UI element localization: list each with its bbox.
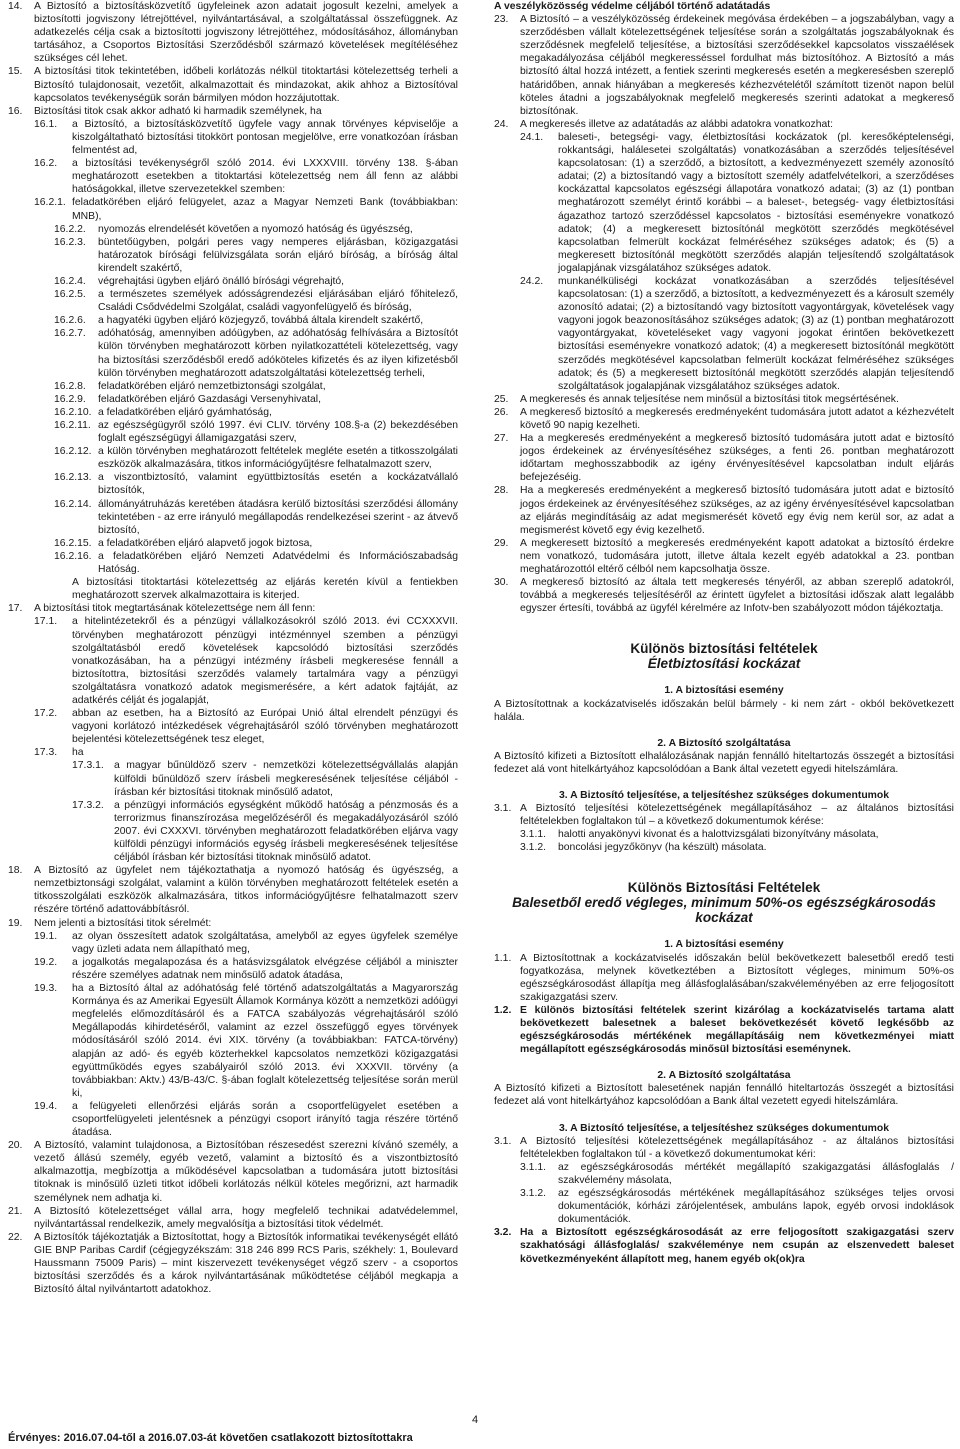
clause-text: A Biztosító az ügyfelet nem tájékoztathatja a nyomozó hatóság és ügyészség, a nemzetbiztonsági szolgálat, valamint a külön törvényben meghatározott feltételek esetén a titkosszolgálati eszközök alkalmazására, titkos információgyűjtésre felhatalmazott szerv részére történő adattovábbításról. xyxy=(34,865,458,916)
clause-text: A megkereső biztosító az általa tett megkeresés tényéről, az abban szereplő adatokról, továbbá a megkeresés teljesítéséről az érintett ügyfelet a biztosítási időszak alatt legalább egyszer értesíti, továbbá az ügyfél kérelmére az Infotv-ben szabályozott módon tájékoztatja. xyxy=(520,577,954,615)
clause-text: az olyan összesített adatok szolgáltatása, amelyből az egyes ügyfelek személye vagy üzleti adata nem állapítható meg, xyxy=(72,930,458,955)
clause-number: 29. xyxy=(494,537,509,549)
clause-16-2-item xyxy=(8,275,458,288)
clause-number: 3.1.2. xyxy=(520,1188,546,1200)
clause-16 xyxy=(8,105,458,118)
clause-text: A biztosítási titok megtartásának kötelezettsége nem áll fenn: xyxy=(34,603,316,615)
clause-number: 24.1. xyxy=(520,131,544,143)
paragraph: A Biztosító kifizeti a Biztosított balesetének napján fennálló hiteltartozás összegét a biztosítási fedezet alá vont hitelkártyához kapcsolódóan a Bank által vezetett egyedi hitelszámlára. xyxy=(494,1083,954,1108)
clause-17-1 xyxy=(8,615,458,707)
clause-number: 30. xyxy=(494,577,509,589)
clause-19-2 xyxy=(8,956,458,982)
clause-text: feladatkörében eljáró Gazdasági Versenyhivatal, xyxy=(98,393,321,405)
clause-text: A Biztosító teljesítési kötelezettségének megállapításához - az általános biztosítási feltételekben foglaltakon túl - a következő dokumentumokat kéri: xyxy=(520,1135,954,1160)
clause-16-1 xyxy=(8,118,458,157)
clause-number: 16.2.7. xyxy=(54,328,86,340)
clause-text: Nem jelenti a biztosítási titok sérelmét: xyxy=(34,917,212,929)
clause-number: 19. xyxy=(8,917,23,929)
clause-text: a felügyeleti ellenőrzési eljárás során a csoportfelügyelet esetében a csoportfelügyeleti jelentésnek a pénzügyi csoport irányító tagja részére történő átadása. xyxy=(72,1100,458,1139)
subsection-heading: 3. A Biztosító teljesítése, a teljesítéshez szükséges dokumentumok xyxy=(558,1122,890,1134)
clause-number: 16.2.1. xyxy=(34,197,66,209)
clause-text: Biztosítási titok csak akkor adható ki harmadik személynek, ha xyxy=(34,105,322,117)
clause-text: A biztosítási titok tekintetében, időbeli korlátozás nélkül titoktartási kötelezettség terheli a Biztosító tulajdonosait, vezetőit, alkalmazottait és mindazokat, akik ahhoz a Biztosítóval kapcsolatos tevékenységük során bármilyen módon hozzájutottak. xyxy=(34,66,458,104)
clause-text: Ha a Biztosított egészségkárosodását az erre feljogosított szakigazgatási szerv szakhatósági állásfoglalás/ szakvéleménye nem csupán az elszenvedett baleset következményeként állapított meg, hanem egyéb ok(ok)ra xyxy=(520,1227,954,1265)
clause-text: a feladatkörében eljáró Nemzeti Adatvédelmi és Információszabadság Hatóság. xyxy=(98,550,458,576)
clause-text: a viszontbiztosító, valamint együttbiztosítás esetén a kockázatvállaló biztosítók, xyxy=(98,472,458,497)
clause-text: a biztosítási tevékenységről szóló 2014. évi LXXXVIII. törvény 138. §-ában meghatározott esetekben a titoktartási kötelezettség nem áll fenn az alábbi hatóságokkal, illetve szervezetekkel szemben: xyxy=(72,158,458,196)
clause-16-closing: A biztosítási titoktartási kötelezettség az eljárás keretén kívül a fentiekben meghatározott szervek alkalmazottaira is kiterjed. xyxy=(72,577,458,602)
accident-risk-title xyxy=(494,880,954,925)
life-risk-title xyxy=(494,641,954,671)
clause-text: nyomozás elrendelését követően a nyomozó hatóság és ügyészség, xyxy=(98,223,413,235)
clause-text: a hitelintézetekről és a pénzügyi vállalkozásokról szóló 2013. évi CCXXXVII. törvényben meghatározott pénzügyi intézménnyel szemben a pénzügyi szolgáltatásból eredő követelések kapcsolódó biztosítási szerződés vonatkozásában, ha a pénzügyi intézmény írásbeli megkeresése fennáll a biztosítottra, biztosítási szerződés valamely tartalmára vagy a pénzügyi szolgáltatásra vonatkozó adatok megismerésére, a kért adatok fajtáját, az adatkérés célját és jogalapját, xyxy=(72,616,458,706)
clause-number: 1.1. xyxy=(494,952,512,964)
clause-text: a magyar bűnüldöző szerv - nemzetközi kötelezettségvállalás alapján külföldi bűnüldöző szerv írásbeli megkeresésének teljesítése céljából - írásban kér biztosítási titoknak minősülő adatot, xyxy=(114,760,458,798)
clause-text: A megkeresett biztosító a megkeresés eredményeként kapott adatokat a biztosító érdekre nem vonatkozó, tudomására jutott, illetve általa kezelt egyéb adatokkal a 23. pontban meghatározottól eltérő célból nem kapcsolhatja össze. xyxy=(520,537,954,576)
clause-text: az egészségkárosodás mértékét megállapító szakigazgatási állásfoglalás / szakvélemény másolata, xyxy=(558,1161,954,1186)
life-3-1-1 xyxy=(494,828,954,841)
clause-number: 19.2. xyxy=(34,956,58,968)
clause-text: büntetőügyben, polgári peres vagy nemperes eljárásban, közigazgatási határozatok bírósági felülvizsgálata során eljáró bíróság, a bíróság által kirendelt szakértő, xyxy=(98,236,458,274)
clause-16-2-item xyxy=(8,419,458,445)
clause-number: 16.2.3. xyxy=(54,236,86,248)
clause-17-3-1 xyxy=(8,759,458,798)
clause-text: baleseti-, betegségi- vagy, életbiztosítási kockázatok (pl. keresőképtelenségi, rokkantsági, halálesetei szolgáltatás) vonatkozásában a szerződés teljesítésével kapcsolatosan: (1) a szerződő, a biztosított, a kedvezményezett személy azonosító adatai; (2) a biztosítandó vagy a biztosított személy adatfelvételkori, a szerződéses kockázattal kapcsolatos egészségi állapotára vonatkozó adatai; (3) az (1) pontban meghatározott személyt érintő korábbi – a baleset-, betegség- vagy életbiztosítási ágazathoz tartozó szerződéssel kapcsolatos - biztosítási eseményekre vonatkozó adatok; (4) a megkeresett biztosítónál megkötött szerződés megkötésével kapcsolatban felmerült kockázat felméréséhez szükséges adatok; és (5) a megkeresett biztosítónál megkötött szerződés alapján teljesítendő szolgáltatások jogalapjának vizsgálatához szükséges adatok. xyxy=(558,131,954,274)
clause-text: a jogalkotás megalapozása és a hatásvizsgálatok elvégzése céljából a miniszter részére személyes adatnak nem minősülő adatok átadása, xyxy=(72,956,458,981)
clause-text: A Biztosítottnak a kockázatviselés időszakán belül bekövetkezett balesetből eredő testi fogyatkozása, melynek következtében a Biztosított végleges, minimum 50%-os egészségkárosodást állapítja meg állásfoglalásában/szakvéleményében az erre feljogosított szakigazgatási szerv. xyxy=(520,952,954,1003)
clause-16-2 xyxy=(8,157,458,196)
paragraph: A Biztosító kifizeti a Biztosított elhalálozásának napján fennálló hiteltartozás összegét a biztosítási fedezet alá vont hitelkártyához kapcsolódóan a Bank által vezetett egyedi hitelszámlára. xyxy=(494,750,954,775)
clause-number: 17.1. xyxy=(34,616,58,628)
clause-number: 18. xyxy=(8,865,23,877)
clause-number: 22. xyxy=(8,1231,23,1243)
clause-text: A Biztosítók tájékoztatják a Biztosítottat, hogy a Biztosítók informatikai tevékenységét ellátó GIE BNP Paribas Cardif (cégjegyzékszám: 318 246 899 RCS Paris, székhely: 1, Boulevard Haussmann 75009 Paris) – mint kiszervezett tevékenységet végző szerv - a csoportos biztosítási szerződés és a károk nyilvántartásának működtetése céljából megkapja a Biztosító által nyilvántartott adatokhoz. xyxy=(34,1231,458,1296)
clause-number: 16.2.2. xyxy=(54,223,86,235)
clause-number: 24. xyxy=(494,118,509,130)
clause-text: munkanélküliségi kockázat vonatkozásában a szerződés teljesítésével kapcsolatosan: (1) a szerződő, a biztosított, a kedvezményezett és a károsult személy azonosító adatai; (2) a biztosítandó vagy biztosított vagyontárgyak, követelések vagy vagyoni jogok beazonosításához szükséges adatok; (3) az (1) pontban meghatározott vagyontárgyakat, követeléseket vagy vagyoni jogokat érintően bekövetkezett biztosítási eseményekre vonatkozó adatok; (4) a megkeresett biztosítónál megkötött szerződés megkötésével kapcsolatban felmerült kockázat felméréséhez szükséges adatok; és (5) a megkeresett biztosítónál megkötött szerződés alapján teljesítendő szolgáltatások jogalapjának vizsgálatához szükséges adatok. xyxy=(558,275,954,392)
clause-16-2-item xyxy=(8,445,458,471)
clause-16-2-item xyxy=(8,380,458,393)
clause-number: 25. xyxy=(494,393,509,405)
clause-19-3 xyxy=(8,982,458,1100)
clause-text: A megkereső biztosító a megkeresés eredményeként tudomására jutott adatot a kézhezvételt követő 90 napig kezelheti. xyxy=(520,406,954,431)
subsection-heading: 1. A biztosítási esemény xyxy=(664,939,784,951)
clause-text: A megkeresés és annak teljesítése nem minősül a biztosítási titok megsértésének. xyxy=(520,393,899,405)
clause-number: 27. xyxy=(494,433,509,445)
clause-text: feladatkörében eljáró felügyelet, azaz a Magyar Nemzeti Bank (továbbiakban: MNB), xyxy=(72,197,458,222)
clause-15 xyxy=(8,65,458,104)
clause-text: halotti anyakönyvi kivonat és a halottvizsgálati bizonyítvány másolata, xyxy=(558,829,879,841)
clause-number: 16.2.14. xyxy=(54,498,92,510)
clause-text: ha a Biztosító által az adóhatóság felé történő adatszolgáltatás a Magyarország Kormánya és az Amerikai Egyesült Államok Kormánya között a nemzetközi adóügyi megfelelés előmozdításáról és a FATCA szabályozás végrehajtásáról szóló Megállapodás kihirdetéséről, valamint az ezzel összefüggő egyes törvények módosításáról szóló 2014. évi XIX. törvény (a továbbiakban: FATCA-törvény) alapján az adó- és egyéb közterhekkel kapcsolatos nemzetközi közigazgatási együttműködés egyes szabályairól szóló 2013. évi XXXVII. törvény (a továbbiakban: Aktv.) 43/B-43/C. §-ában foglalt kötelezettség teljesítése során merül ki, xyxy=(72,983,458,1099)
clause-number: 16.2.8. xyxy=(54,380,86,392)
title-line: Különös biztosítási feltételek xyxy=(630,641,818,657)
clause-14 xyxy=(8,0,458,65)
paragraph: A Biztosítottnak a kockázatviselés időszakán belül bármely - ki nem zárt - okból bekövetkezett halála. xyxy=(494,698,954,723)
life-3-1-2 xyxy=(494,841,954,854)
clause-text: ha xyxy=(72,747,84,759)
clause-number: 16.2.12. xyxy=(54,446,92,458)
clause-text: végrehajtási ügyben eljáró önálló bírósági végrehajtó, xyxy=(98,275,345,287)
clause-25 xyxy=(494,393,954,406)
life-3-1 xyxy=(494,802,954,828)
clause-text: Ha a megkeresés eredményeként a megkereső biztosító tudomására jutott adat e biztosító jogos érdekeinek az érvényesítéséhez szükséges, az az igény érvényesítésével kapcsolatban az eljárás megindításáig az adat megismerését követő egy évig nem kerül sor, az adat a megismerést követő egy évig kezelhető. xyxy=(520,485,954,536)
clause-16-2-item xyxy=(8,223,458,236)
clause-text: abban az esetben, ha a Biztosító az Európai Unió által elrendelt pénzügyi és vagyoni korlátozó intézkedések végrehajtásáról szóló törvényben meghatározott bejelentési kötelezettségének tesz eleget, xyxy=(72,708,458,746)
clause-text: E különös biztosítási feltételek szerint kizárólag a kockázatviselés tartama alatt bekövetkezett balesetnek a baleset bekövetkezését követő legkésőbb az egészségkárosodás mértékének megállapításáig nem következményei miatt megállapított egészségkárosodás minősül biztosítási eseménynek. xyxy=(520,1004,954,1056)
clause-24-2 xyxy=(494,275,954,393)
clause-number: 16.2.13. xyxy=(54,472,92,484)
clause-number: 16.2.16. xyxy=(54,550,92,562)
clause-16-2-item xyxy=(8,314,458,327)
clause-number: 3.1. xyxy=(494,803,512,815)
clause-number: 26. xyxy=(494,406,509,418)
subsection-heading: 2. A Biztosító szolgáltatása xyxy=(657,1070,791,1082)
clause-19-1 xyxy=(8,930,458,956)
clause-text: a pénzügyi információs egységként működő hatóság a pénzmosás és a terrorizmus finanszírozása megelőzéséről és megakadályozásáról szóló 2007. évi CXXXVI. törvényben meghatározott feladatkörében eljárva vagy külföldi pénzügyi információs egység írásbeli megkeresésének teljesítése céljából írásban kér biztosítási titoknak minősülő adatot. xyxy=(114,799,458,864)
page-number: 4 xyxy=(472,1414,479,1426)
clause-18 xyxy=(8,864,458,916)
clause-text: az egészségügyről szóló 1997. évi CLIV. törvény 108.§-a (2) bekezdésében foglalt egészségügyi államigazgatási szerv, xyxy=(98,420,458,445)
clause-17 xyxy=(8,602,458,615)
clause-number: 16.2.11. xyxy=(54,420,91,431)
clause-number: 3.1.1. xyxy=(520,829,546,841)
clause-28 xyxy=(494,484,954,536)
clause-21 xyxy=(8,1205,458,1231)
clause-20 xyxy=(8,1139,458,1204)
clause-number: 17.2. xyxy=(34,708,58,720)
subsection-heading: 1. A biztosítási esemény xyxy=(664,685,784,697)
clause-number: 19.1. xyxy=(34,930,58,942)
clause-16-2-1 xyxy=(8,196,458,222)
clause-number: 3.1.1. xyxy=(520,1161,546,1173)
clause-16-2-item xyxy=(8,288,458,314)
clause-text: Ha a megkeresés eredményeként a megkereső biztosító tudomására jutott adat e biztosító jogos érdekeinek az érvényesítéséhez szükséges, a fenti 26. pontban meghatározott időtartam meghosszabbodik az igény érvényesítésével kapcsolatban indult eljárás befejezéséig. xyxy=(520,433,954,484)
clause-17-3-2 xyxy=(8,799,458,864)
title-line: Különös Biztosítási Feltételek xyxy=(627,880,821,896)
clause-number: 17. xyxy=(8,603,23,615)
clause-19-4 xyxy=(8,1100,458,1139)
clause-number: 19.4. xyxy=(34,1100,58,1112)
clause-16-2-item xyxy=(8,236,458,275)
clause-number: 19.3. xyxy=(34,983,58,995)
clause-number: 15. xyxy=(8,66,23,78)
clause-text: az egészségkárosodás mértékének megállapításához szükséges teljes orvosi dokumentációk, kórházi zárójelentések, ambuláns lapok, egyéb orvosi indoklások dokumentációk. xyxy=(558,1188,954,1226)
clause-number: 16.1. xyxy=(34,118,58,130)
clause-30 xyxy=(494,576,954,615)
acc-1-1 xyxy=(494,952,954,1004)
clause-text: A Biztosító teljesítési kötelezettségének megállapításához – az általános biztosítási feltételekben foglaltakon túl – a következő dokumentumok kérése: xyxy=(520,803,954,828)
clause-16-2-item xyxy=(8,471,458,497)
subsection-heading: 2. A Biztosító szolgáltatása xyxy=(657,737,791,749)
acc-1-2 xyxy=(494,1004,954,1056)
clause-text: A Biztosító a biztosításközvetítő ügyfeleinek azon adatait jogosult kezelni, amelyek a biztosítotti jogviszony létrejöttével, nyilvántartásával, a szolgáltatással összefüggnek. Az adatkezelés célja csak a biztosítotti jogviszony létrejöttéhez, módosításához, állományban tartásához, a Csoportos Biztosítási Szerződésből származó követelések megítéléséhez szükséges cél lehet. xyxy=(34,1,458,65)
title-line-italic: Balesetből eredő végleges, minimum 50%-os egészségkárosodás kockázat xyxy=(512,895,936,926)
clause-text: feladatkörében eljáró nemzetbiztonsági szolgálat, xyxy=(98,380,326,392)
clause-text: boncolási jegyzőkönyv (ha készült) másolata. xyxy=(558,842,767,854)
clause-number: 16.2.15. xyxy=(54,537,92,549)
right-column xyxy=(494,0,954,1266)
clause-number: 21. xyxy=(8,1205,23,1217)
subsection-heading: 3. A Biztosító teljesítése, a teljesítéshez szükséges dokumentumok xyxy=(558,789,890,801)
clause-17-2 xyxy=(8,707,458,746)
clause-text: A Biztosító, valamint tulajdonosa, a Biztosítóban részesedést szerezni kívánó személy, a vezető állású személy, egyéb vezető, valamint a biztosító és a viszontbiztosító alkalmazottja, megbízottja a működésével kapcsolatban a tudomására jutott biztosítási titoknak is minősülő üzleti titkot időbeli korlátozás nélkül köteles megőrizni, azt harmadik személynek nem adhatja ki. xyxy=(34,1140,458,1204)
clause-number: 3.1.2. xyxy=(520,842,546,854)
clause-16-2-item xyxy=(8,537,458,550)
acc-3-2 xyxy=(494,1226,954,1265)
section-heading: A veszélyközösség védelme céljából történő adatátadás xyxy=(494,1,771,12)
acc-3-1-1 xyxy=(494,1161,954,1187)
clause-number: 3.2. xyxy=(494,1227,512,1239)
clause-number: 3.1. xyxy=(494,1135,512,1147)
clause-text: a hagyatéki ügyben eljáró közjegyző, továbbá általa kirendelt szakértő, xyxy=(98,315,424,327)
clause-text: a Biztosító, a biztosításközvetítő ügyfele vagy annak törvényes képviselője a kiszolgáltatható biztosítási titokkört pontosan megjelölve, erre vonatkozóan írásban felmentést ad, xyxy=(72,118,458,157)
clause-text: A Biztosító – a veszélyközösség érdekeinek megóvása érdekében – a jogszabályban, vagy a szerződésben vállalt kötelezettségének teljesítése során a szolgáltatás jogszabályoknak és szerződésnek megfelelő teljesítése, a biztosítási szerződésekkel kapcsolatos visszaélések megakadályozása céljából megkeresséssel fordulhat más biztosítóhoz. A Biztosító a más biztosító által hozzá intézett, a fentiek szerinti megkeresés esetén a megkeresésben szereplő határidőben, annak hiányában a megkeresés kézhezvételétől számított tizenöt napon belül köteles átadni a jogszabályoknak megfelelő megkeresés szerinti adatokat a megkereső biztosítónak. xyxy=(520,14,954,117)
clause-text: A Biztosító kötelezettséget vállal arra, hogy megfelelő technikai adatvédelemmel, nyilvántartással rendelkezik, amely megvalósítja a biztosítási titok védelmét. xyxy=(34,1205,458,1230)
clause-text: a természetes személyek adósságrendezési eljárásában eljáró főhitelező, Családi Csődvédelmi Szolgálat, családi vagyonfelügyelő és bíróság, xyxy=(98,289,458,314)
clause-text: adóhatóság, amennyiben adóügyben, az adóhatóság felhívására a Biztosítót külön törvényben meghatározott körben nyilatkozattételi kötelezettség, vagy ha biztosítási szerződésből eredő adóköteles kifizetés és az ilyen kifizetésből külön törvényben meghatározott adatszolgáltatási kötelezettség terheli, xyxy=(98,328,458,379)
left-column xyxy=(8,0,458,1296)
clause-16-2-list xyxy=(8,223,458,577)
clause-text: a feladatkörében eljáró alapvető jogok biztosa, xyxy=(98,537,313,549)
clause-number: 16.2.4. xyxy=(54,275,86,287)
clause-16-2-item xyxy=(8,327,458,379)
clause-24-1 xyxy=(494,131,954,275)
clause-text: a külön törvényben meghatározott feltételek megléte esetén a titkosszolgálati eszközök alkalmazására, titkos információgyűjtésre felhatalmazott szerv, xyxy=(98,446,458,471)
clause-29 xyxy=(494,537,954,576)
clause-16-2-item xyxy=(8,498,458,537)
clause-number: 16.2. xyxy=(34,158,58,170)
clause-24 xyxy=(494,118,954,131)
clause-number: 20. xyxy=(8,1140,23,1152)
clause-16-2-item xyxy=(8,393,458,406)
clause-text: állományátruházás keretében átadásra kerülő biztosítási szerződési állomány tekintetében - az erre irányuló megállapodás rendelkezései szerint - az átvevő biztosító, xyxy=(98,498,458,536)
clause-text: A megkeresés illetve az adatátadás az alábbi adatokra vonatkozhat: xyxy=(520,118,834,130)
clause-number: 16.2.6. xyxy=(54,315,86,327)
clause-number: 16.2.10. xyxy=(54,406,92,418)
clause-16-2-item xyxy=(8,406,458,419)
clause-19 xyxy=(8,917,458,930)
clause-number: 23. xyxy=(494,14,509,26)
footer-validity: Érvényes: 2016.07.04-től a 2016.07.03-át követően csatlakozott biztosítottakra xyxy=(8,1432,413,1444)
clause-number: 28. xyxy=(494,485,509,497)
clause-number: 17.3.2. xyxy=(72,799,104,811)
clause-number: 16. xyxy=(8,105,23,117)
clause-22 xyxy=(8,1231,458,1296)
clause-27 xyxy=(494,432,954,484)
clause-number: 16.2.9. xyxy=(54,393,86,405)
clause-16-2-item xyxy=(8,550,458,576)
clause-number: 14. xyxy=(8,1,23,12)
acc-3-1-2 xyxy=(494,1187,954,1226)
clause-17-3 xyxy=(8,746,458,759)
acc-3-1 xyxy=(494,1135,954,1161)
clause-number: 1.2. xyxy=(494,1004,512,1016)
clause-number: 16.2.5. xyxy=(54,289,86,301)
clause-number: 17.3.1. xyxy=(72,760,104,772)
title-line-italic: Életbiztosítási kockázat xyxy=(647,656,801,672)
clause-number: 17.3. xyxy=(34,747,58,759)
clause-text: a feladatkörében eljáró gyámhatóság, xyxy=(98,406,272,418)
clause-number: 24.2. xyxy=(520,275,544,287)
clause-26 xyxy=(494,406,954,432)
clause-23 xyxy=(494,13,954,118)
